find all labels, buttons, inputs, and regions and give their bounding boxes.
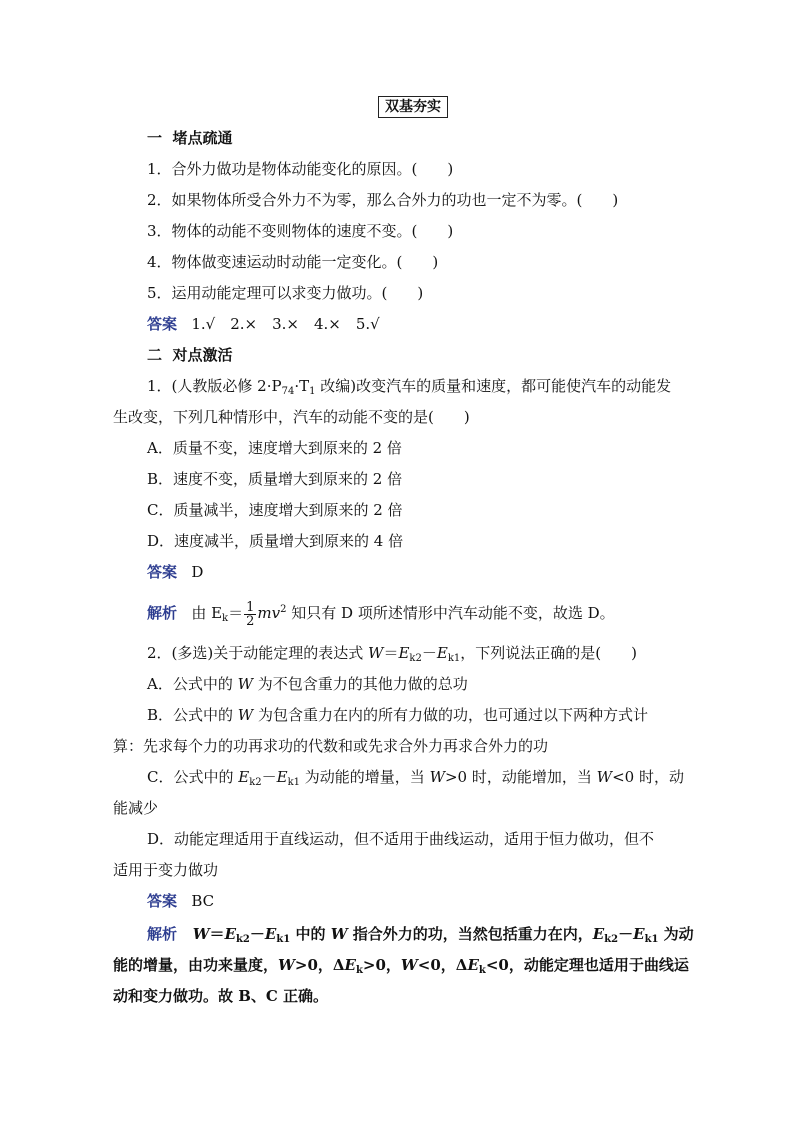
analysis-text: >0，: [362, 956, 401, 974]
analysis-sub: k2: [604, 934, 619, 945]
analysis-var: E: [633, 925, 645, 943]
q2-option-a: [147, 674, 468, 694]
q2-text: B．公式中的: [147, 706, 238, 724]
analysis-text: mv: [257, 604, 281, 622]
analysis-var: E: [467, 956, 479, 974]
answer-text: BC: [191, 892, 215, 910]
statement-5: 5．运用动能定理可以求变力做功。( ): [147, 284, 424, 302]
analysis-var: W: [278, 956, 295, 974]
analysis-text: 能的增量，由功来量度，: [113, 956, 279, 974]
question-2-line-1: [147, 643, 637, 669]
analysis-text: 由 E: [191, 604, 223, 622]
statement-4: 4．物体做变速运动时动能一定变化。( ): [147, 253, 439, 271]
q2-var: E: [238, 768, 250, 786]
analysis-text: 为动: [658, 925, 694, 943]
question-1-line-2: 生改变，下列几种情形中，汽车的动能不变的是( ): [113, 408, 470, 426]
q1-option-b: B．速度不变，质量增大到原来的 2 倍: [147, 470, 403, 488]
q2-sub: k2: [409, 653, 422, 664]
q2-option-d-line-2: 适用于变力做功: [113, 861, 219, 879]
q2-option-c-line-1: [147, 767, 684, 793]
analysis-text: ＝: [209, 925, 225, 943]
analysis-var: E: [592, 925, 605, 943]
q2-sub: k1: [287, 777, 301, 788]
q2-sub: k2: [249, 777, 262, 788]
analysis-var: W: [330, 925, 348, 943]
section2-heading-text: 对点激活: [172, 346, 233, 364]
answer-label: 答案: [147, 892, 178, 910]
analysis-var: E: [224, 925, 236, 943]
answer-label: 答案: [147, 315, 178, 333]
q1-answer: [147, 562, 203, 582]
analysis-text: 指合外力的功，当然包括重力在内，: [347, 925, 593, 943]
analysis-text: >0，Δ: [294, 956, 345, 974]
q2-var: W: [237, 675, 254, 693]
q2-var: E: [398, 644, 410, 662]
analysis-var: E: [264, 925, 277, 943]
analysis-label: 解析: [147, 925, 178, 943]
analysis-sub: k2: [236, 934, 250, 945]
analysis-text: <0，Δ: [417, 956, 468, 974]
q2-var: W: [237, 706, 254, 724]
section1-marker: 一: [147, 129, 163, 147]
q1-option-d: D．速度减半，质量增大到原来的 4 倍: [147, 532, 404, 550]
q2-text: 为包含重力在内的所有力做的功，也可通过以下两种方式计: [253, 706, 648, 724]
q2-analysis-line-2: [113, 955, 689, 981]
q2-var: W: [429, 768, 445, 786]
section2-heading: [147, 345, 232, 365]
fraction-one-half: [244, 601, 256, 628]
analysis-text: 知只有 D 项所述情形中汽车动能不变，故选 D。: [286, 604, 615, 622]
q2-text: <0 时，动: [612, 768, 684, 786]
statement-2: 2．如果物体所受合外力不为零，那么合外力的功也一定不为零。( ): [147, 191, 619, 209]
q1-text: ·T: [294, 377, 310, 395]
analysis-text: －: [249, 925, 265, 943]
q2-var: W: [596, 768, 613, 786]
q1-analysis: [147, 596, 615, 633]
fraction-denominator: 2: [246, 613, 255, 629]
q1-option-c: C．质量减半，速度增大到原来的 2 倍: [147, 501, 403, 519]
q2-text: 2．(多选)关于动能定理的表达式: [147, 644, 369, 662]
analysis-text: －: [618, 925, 634, 943]
analysis-var: W: [192, 925, 210, 943]
answer-label: 答案: [147, 563, 178, 581]
section-title-badge: 双基夯实: [378, 96, 448, 118]
q2-text: 为动能的增量，当: [300, 768, 430, 786]
q2-text: －: [421, 644, 437, 662]
fraction-numerator: 1: [246, 599, 255, 615]
section1-answer: [147, 314, 380, 334]
q1-text: 改编)改变汽车的质量和速度，都可能使汽车的动能发: [315, 377, 672, 395]
analysis-sub: k1: [644, 934, 659, 945]
answer-text: D: [191, 563, 204, 581]
analysis-var: W: [400, 956, 418, 974]
q2-text: －: [261, 768, 277, 786]
q1-sub: 74: [281, 386, 295, 397]
analysis-sub: k: [478, 965, 486, 976]
q2-text: C．公式中的: [147, 768, 239, 786]
analysis-var: E: [344, 956, 356, 974]
q2-text: ＝: [383, 644, 399, 662]
q2-option-b-line-1: [147, 705, 648, 725]
section1-heading: [147, 128, 232, 148]
question-1-line-1: [147, 376, 671, 402]
statement-3: 3．物体的动能不变则物体的速度不变。( ): [147, 222, 454, 240]
q2-var: E: [276, 768, 288, 786]
q2-option-b-line-2: 算：先求每个力的功再求功的代数和或先求合外力再求合外力的功: [113, 737, 549, 755]
analysis-text: 中的: [290, 925, 331, 943]
analysis-text: <0，动能定理也适用于曲线运: [485, 956, 689, 974]
analysis-sup: 2: [280, 604, 287, 615]
analysis-sub: k: [355, 965, 363, 976]
q2-sub: k1: [447, 653, 461, 664]
q2-text: >0 时，动能增加，当: [444, 768, 597, 786]
q2-analysis-line-3: 动和变力做功。故 B、C 正确。: [113, 987, 329, 1005]
q2-var: W: [368, 644, 384, 662]
analysis-sub: k: [222, 613, 229, 624]
q2-answer: [147, 891, 214, 911]
analysis-sub: k1: [276, 934, 291, 945]
statement-1: 1．合外力做功是物体动能变化的原因。( ): [147, 160, 454, 178]
q2-var: E: [436, 644, 448, 662]
section2-marker: 二: [147, 346, 163, 364]
answer-text: 1.√ 2.× 3.× 4.× 5.√: [191, 315, 380, 333]
q2-option-c-line-2: 能减少: [113, 799, 159, 817]
section1-heading-text: 堵点疏通: [172, 129, 233, 147]
q2-analysis-line-1: [147, 924, 694, 950]
q1-option-a: A．质量不变，速度增大到原来的 2 倍: [147, 439, 402, 457]
q2-option-d-line-1: D．动能定理适用于直线运动，但不适用于曲线运动，适用于恒力做功，但不: [147, 830, 655, 848]
q1-text: 1．(人教版必修 2·P: [147, 377, 282, 395]
q1-sub: 1: [309, 386, 316, 397]
q2-text: ，下列说法正确的是( ): [460, 644, 637, 662]
analysis-label: 解析: [147, 604, 178, 622]
q2-text: A．公式中的: [147, 675, 238, 693]
analysis-text: ＝: [228, 604, 244, 622]
q2-text: 为不包含重力的其他力做的总功: [253, 675, 468, 693]
